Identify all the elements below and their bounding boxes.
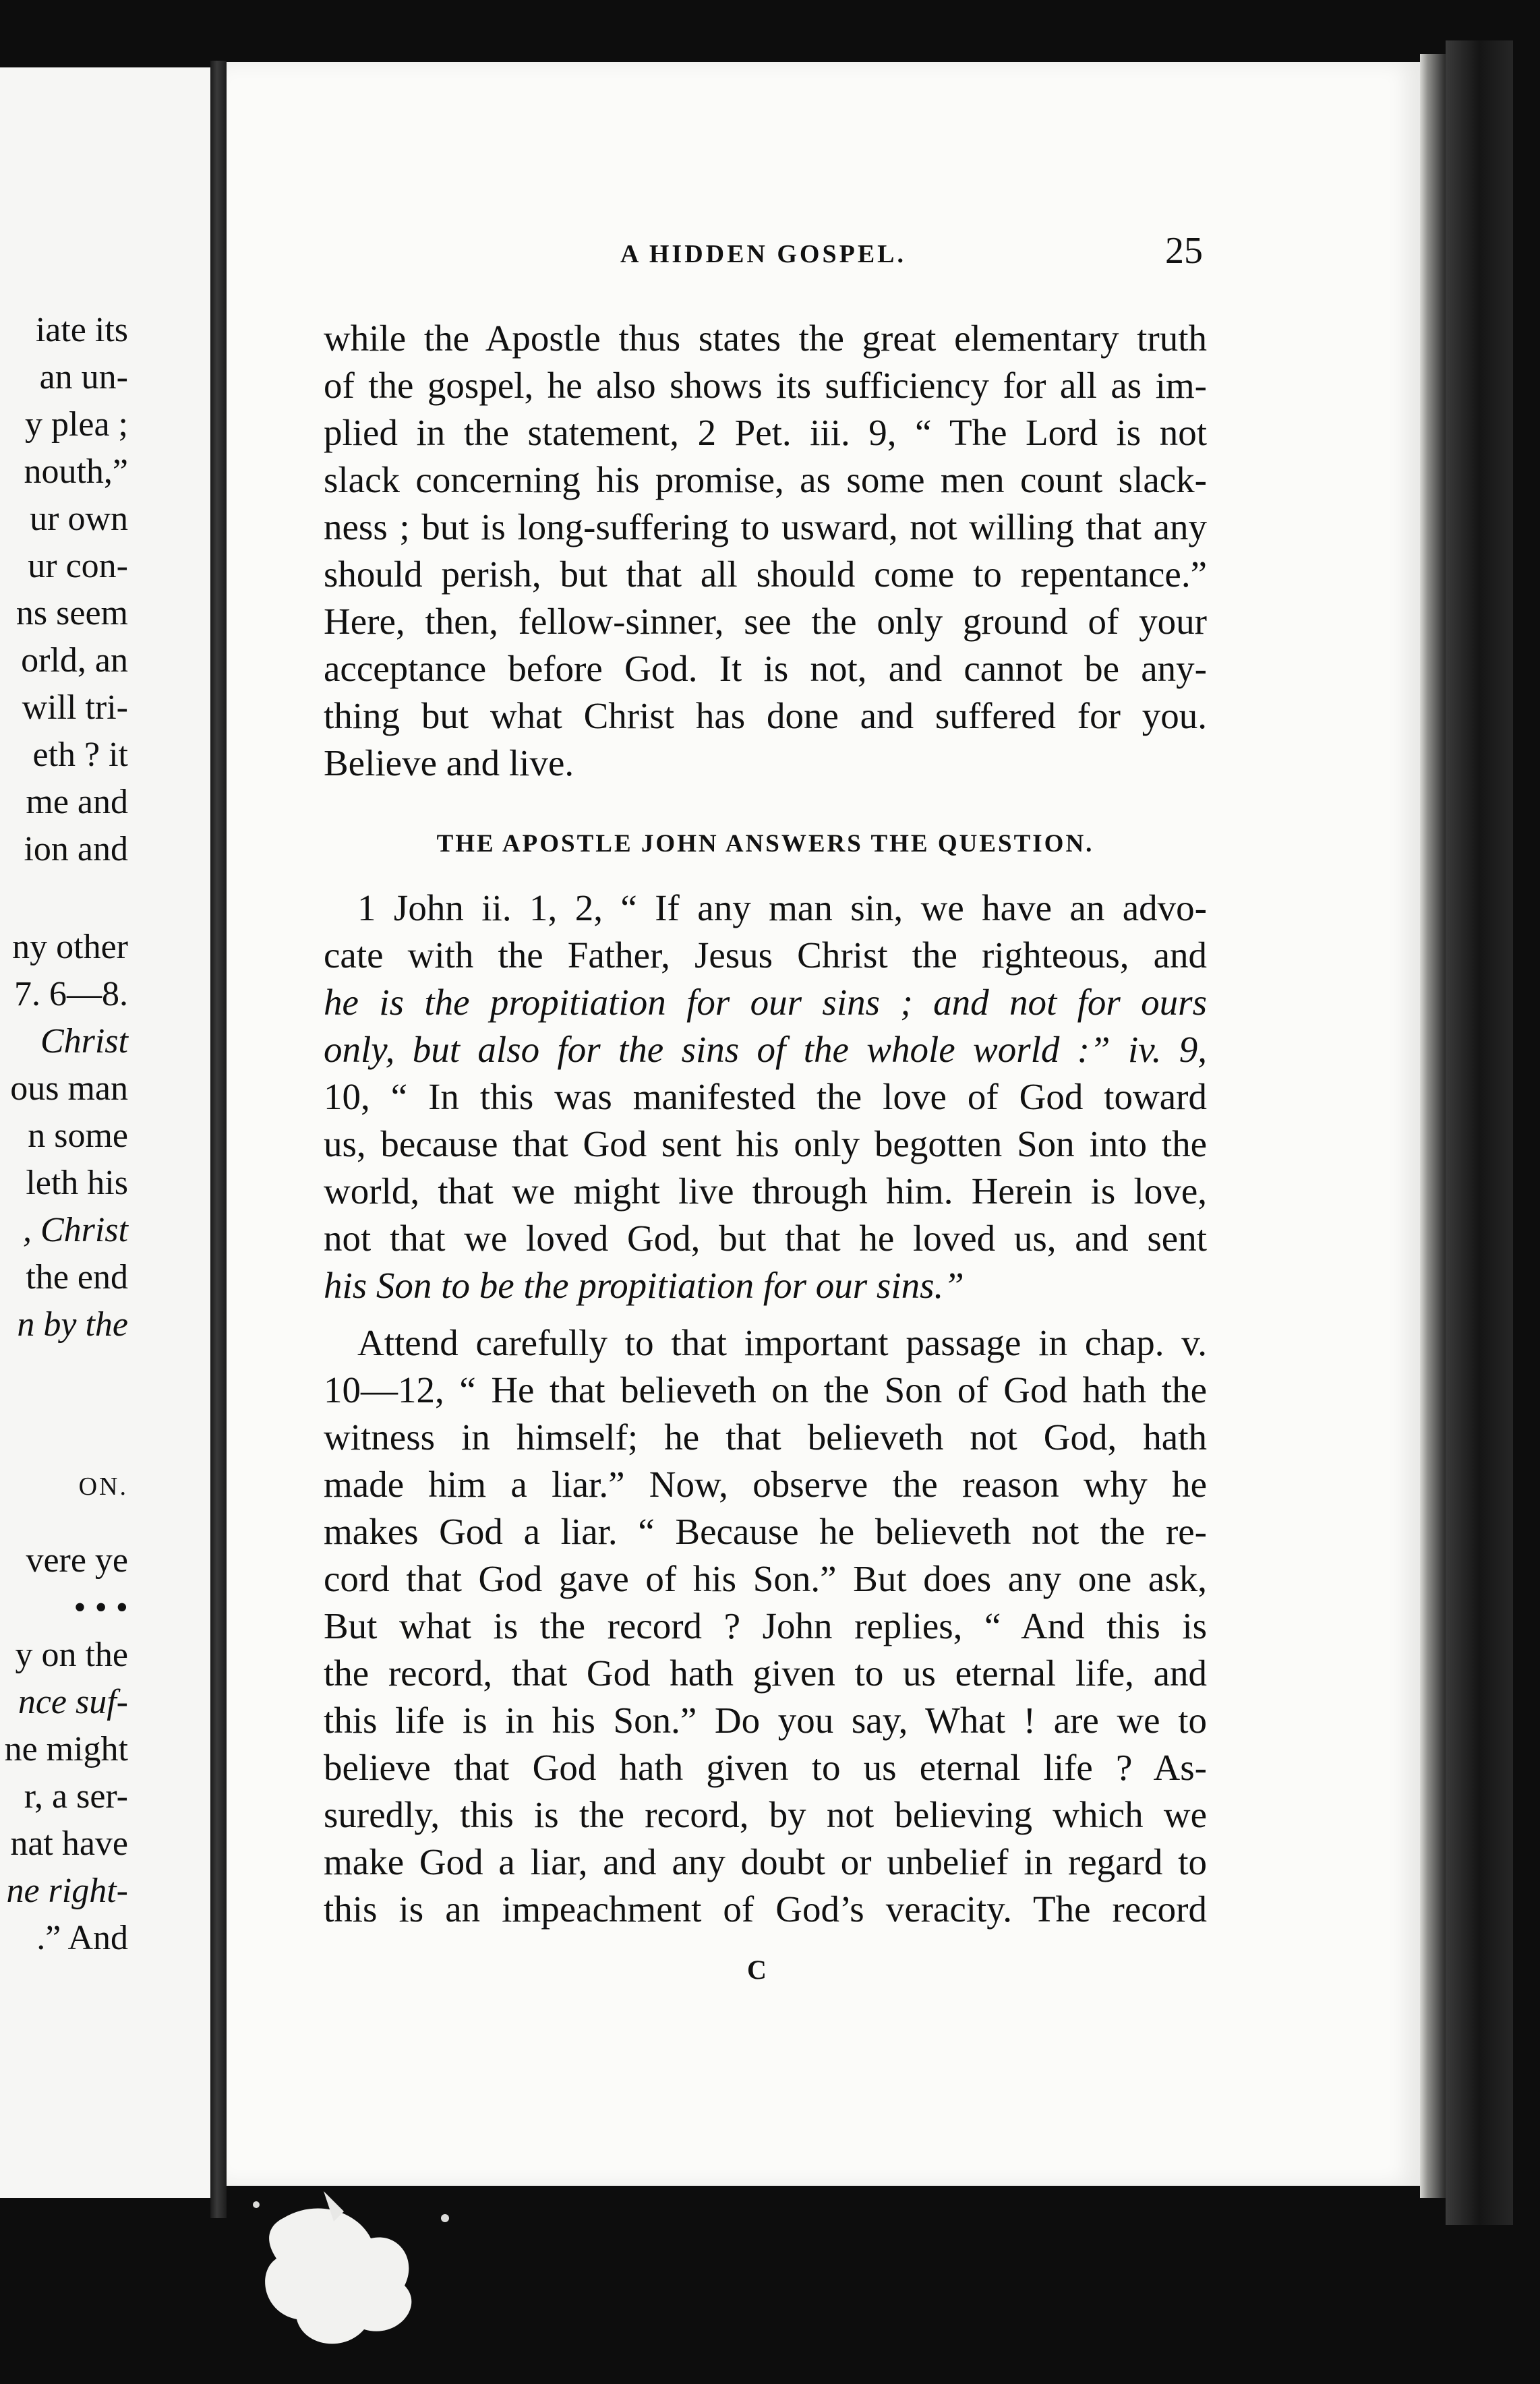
text-line: 1 John ii. 1, 2, “ If any man sin, we have an advo- (357, 887, 1207, 928)
left-page-line: y plea ; (24, 405, 128, 444)
left-page-line: y on the (15, 1636, 128, 1674)
text-line: cate with the Father, Jesus Christ the righteous, and (324, 934, 1207, 976)
text-line: he is the propitiation for our sins ; and not for ours (324, 982, 1207, 1023)
left-page-line: vere ye (26, 1541, 128, 1580)
left-page-line: ous man (10, 1069, 128, 1108)
left-page-line: eth ? it (32, 736, 128, 774)
text-line: the record, that God hath given to us eternal life, and (324, 1652, 1207, 1694)
left-page-line: , Christ (22, 1211, 128, 1249)
book-gutter (210, 61, 227, 2218)
page-edge (1420, 54, 1446, 2198)
left-page-line: ns seem (16, 594, 128, 632)
text-line: this life is in his Son.” Do you say, What ! are we to (324, 1700, 1207, 1741)
text-line: makes God a liar. “ Because he believeth not the re- (324, 1511, 1207, 1552)
left-page-line: • • • (73, 1588, 128, 1627)
left-page-line: nouth,” (24, 452, 128, 491)
text-line: made him a liar.” Now, observe the reason why he (324, 1464, 1207, 1505)
signature-mark: C (747, 1955, 767, 1985)
left-page-line: nce suf- (18, 1683, 128, 1721)
text-line: ness ; but is long-suffering to usward, not willing that any (324, 506, 1207, 547)
text-line: Believe and live. (324, 742, 574, 783)
text-line: thing but what Christ has done and suffered for you. (324, 695, 1207, 736)
text-line: Attend carefully to that important passage in chap. v. (357, 1322, 1207, 1363)
left-page-line: r, a ser- (24, 1777, 128, 1816)
left-page-line: ON. (78, 1472, 128, 1501)
book-spine (1446, 40, 1513, 2225)
text-line: plied in the statement, 2 Pet. iii. 9, “ The Lord is not (324, 412, 1207, 453)
text-line: world, that we might live through him. Herein is love, (324, 1170, 1207, 1212)
text-line: only, but also for the sins of the whole world :” iv. 9, (324, 1029, 1207, 1070)
left-page-line: the end (26, 1258, 128, 1297)
left-page-line: me and (26, 783, 128, 821)
text-line: of the gospel, he also shows its sufficiency for all as im- (324, 365, 1207, 406)
text-line: this is an impeachment of God’s veracity. The record (324, 1888, 1207, 1930)
left-page-line: ur own (30, 500, 128, 538)
section-heading: THE APOSTLE JOHN ANSWERS THE QUESTION. (436, 830, 1094, 858)
left-page-line: orld, an (21, 641, 128, 680)
left-page-line: ion and (24, 830, 128, 868)
left-page-line: .” And (36, 1919, 128, 1957)
text-line: should perish, but that all should come to repentance.” (324, 554, 1207, 595)
left-page-line: 7. 6—8. (14, 975, 128, 1013)
left-page-line: n some (28, 1116, 128, 1155)
text-line: make God a liar, and any doubt or unbelief in regard to (324, 1841, 1207, 1882)
text-line: us, because that God sent his only begotten Son into the (324, 1123, 1207, 1164)
left-page-line: iate its (35, 311, 128, 349)
text-line: cord that God gave of his Son.” But does any one ask, (324, 1558, 1207, 1599)
left-page-line: ny other (12, 928, 128, 966)
text-line: witness in himself; he that believeth not God, hath (324, 1417, 1207, 1458)
text-line: 10—12, “ He that believeth on the Son of God hath the (324, 1369, 1207, 1410)
text-line: Here, then, fellow-sinner, see the only ground of your (324, 601, 1207, 642)
left-page-line: leth his (26, 1164, 128, 1202)
text-line: acceptance before God. It is not, and cannot be any- (324, 648, 1207, 689)
left-page-line: Christ (40, 1022, 128, 1061)
left-page-line: will tri- (22, 688, 128, 727)
left-page-line: ne might (4, 1730, 128, 1768)
page-number: 25 (1165, 230, 1203, 272)
text-line: slack concerning his promise, as some men count slack- (324, 459, 1207, 500)
text-line: his Son to be the propitiation for our sins.” (324, 1265, 964, 1306)
left-page-line: ne right- (6, 1872, 128, 1910)
left-page-line: ur con- (28, 547, 128, 585)
paper-damage-mark (243, 2191, 485, 2360)
left-page-line: an un- (39, 358, 128, 396)
running-head: A HIDDEN GOSPEL. (620, 240, 907, 268)
text-line: But what is the record ? John replies, “ And this is (324, 1605, 1207, 1646)
text-line: believe that God hath given to us eternal life ? As- (324, 1747, 1207, 1788)
left-page-line: n by the (17, 1305, 128, 1344)
text-line: 10, “ In this was manifested the love of God toward (324, 1076, 1207, 1117)
previous-page-fragment (0, 67, 210, 2198)
text-line: suredly, this is the record, by not believing which we (324, 1794, 1207, 1835)
text-line: not that we loved God, but that he loved us, and sent (324, 1218, 1207, 1259)
left-page-line: nat have (10, 1824, 128, 1863)
text-line: while the Apostle thus states the great elementary truth (324, 318, 1207, 359)
